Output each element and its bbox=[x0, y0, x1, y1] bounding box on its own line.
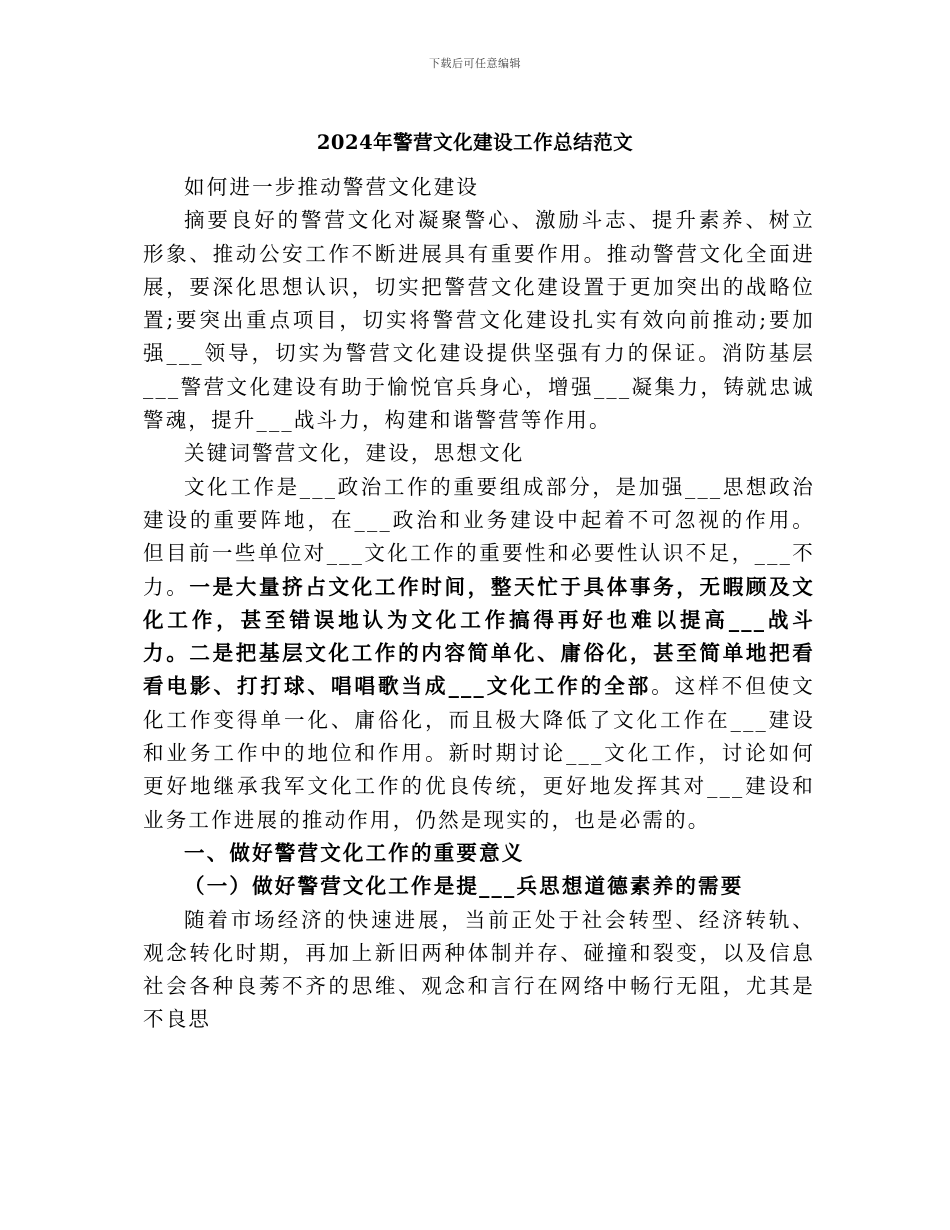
header-note: 下载后可任意编辑 bbox=[429, 57, 521, 70]
subtitle-paragraph: 如何进一步推动警营文化建设 bbox=[184, 175, 480, 199]
document-body bbox=[143, 171, 815, 1037]
body-paragraph: 随着市场经济的快速进展，当前正处于社会转型、经济转轨、观念转化时期，再加上新旧两种体制并存、碰撞和裂变，以及信息社会各种良莠不齐的思维、观念和言行在网络中畅行无阻，尤其是不良思 bbox=[143, 907, 815, 1032]
intro-paragraph bbox=[143, 471, 815, 837]
abstract-paragraph: 摘要良好的警营文化对凝聚警心、激励斗志、提升素养、树立形象、推动公安工作不断进展具有重要作用。推动警营文化全面进展，要深化思想认识，切实把警营文化建设置于更加突出的战略位置;要突出重点项目，切实将警营文化建设扎实有效向前推动;要加强___领导，切实为警营文化建设提供坚强有力的保证。消防基层___警营文化建设有助于愉悦官兵身心，增强___凝集力，铸就忠诚警魂，提升___战斗力，构建和谐警营等作用。 bbox=[143, 208, 815, 433]
subsection-heading: （一）做好警营文化工作是提___兵思想道德素养的需要 bbox=[184, 874, 744, 899]
intro-text-a: 文化工作是___政治工作的重要组成部分，是加强___思想政治建设的重要阵地，在___政治和业务建设中起着不可忽视的作用。但目前一些单位对___文化工作的重要性和必要性认识不足，___不力。 bbox=[143, 474, 815, 599]
keywords-paragraph: 关键词警营文化，建设，思想文化 bbox=[184, 441, 525, 466]
section-heading: 一、做好警营文化工作的重要意义 bbox=[184, 840, 525, 865]
intro-bold-text: 一是大量挤占文化工作时间，整天忙于具体事务，无暇顾及文化工作，甚至错误地认为文化工作搞得再好也难以提高___战斗力。二是把基层文化工作的内容简单化、庸俗化，甚至简单地把看看电影、打打球、唱唱歌当成___文化工作的全部 bbox=[143, 574, 815, 699]
intro-text-b: 。这样不但使文化工作变得单一化、庸俗化，而且极大降低了文化工作在___建设和业务工作中的地位和作用。新时期讨论___文化工作，讨论如何更好地继承我军文化工作的优良传统，更好地发挥其对___建设和业务工作进展的推动作用，仍然是现实的，也是必需的。 bbox=[143, 674, 815, 832]
document-title: 2024年警营文化建设工作总结范文 bbox=[316, 131, 634, 154]
